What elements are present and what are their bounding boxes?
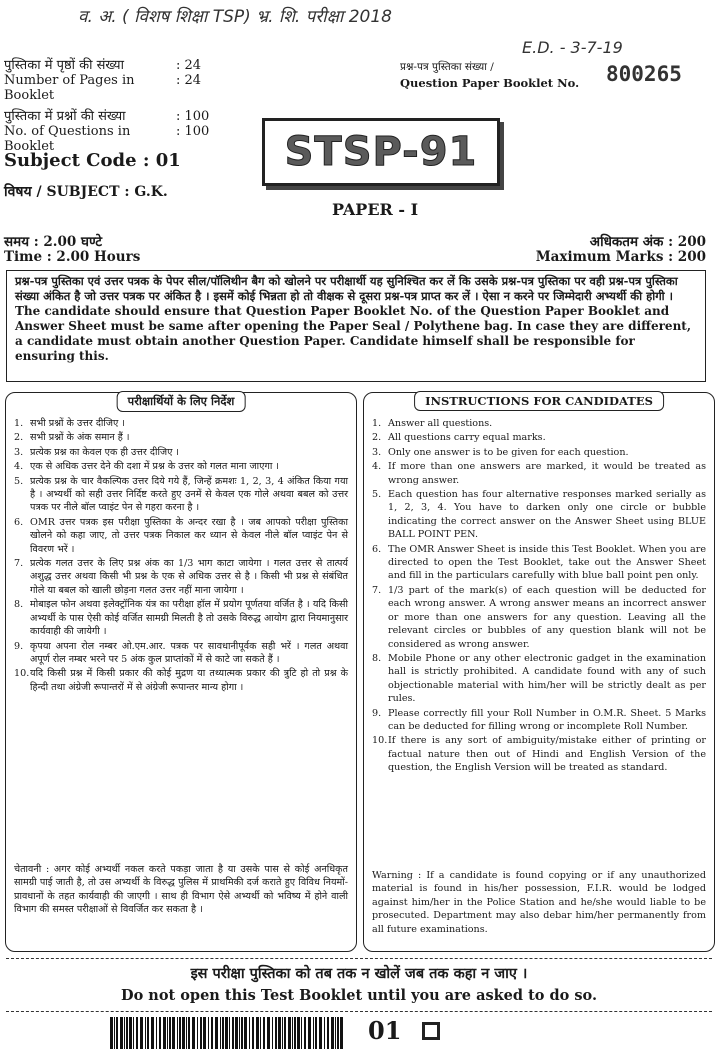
item-text: प्रत्येक गलत उत्तर के लिए प्रश्न अंक का 1/3 भाग काटा जायेगा । गलत उत्तर से तात्पर्य अशुद्ध उत्तर अथवा किसी भी प्रश्न के एक से अधिक उत्तर से है । किसी भी प्रश्न से संबंधित गोले या बबल को खाली छोड़ना गलत उत्तर नहीं माना जायेगा । [30,558,348,596]
item-number: 4. [14,461,24,473]
list-item [372,488,706,542]
item-text: 1/3 part of the mark(s) of each question will be deducted for each wrong answer. A wrong answer means an incorrect answer or more than one answers for any question. Leaving all the relevant circles or bubbles of any question blank will not be considered as wrong answer. [388,584,706,650]
list-item [14,557,348,597]
paper-title: PAPER - I [332,200,419,219]
list-item [14,460,348,473]
subject-name: विषय / SUBJECT : G.K. [4,184,168,200]
list-item [372,417,706,430]
item-text: If there is any sort of ambiguity/mistake either of printing or factual nature then out of Hindi and English Version of the question, the English Version will be treated as standard. [388,735,706,774]
english-instruction-list [372,417,706,776]
list-item [14,667,348,694]
meta-label: Number of Pages in Booklet [4,73,135,103]
list-item [372,431,706,444]
footer-code: 01 [368,1016,402,1045]
meta-value: : 100 [176,124,210,139]
item-number: 6. [372,543,382,555]
item-text: Answer all questions. [388,418,493,429]
square-mark-icon [422,1022,440,1040]
english-warning: Warning : If a candidate is found copying or if any unauthorized material is found in his/her possession, F.I.R. would be lodged against him/her in the Police Station and he/she would liable to be prosecuted. Department may also debar him/her permanently from all future examinations. [372,870,706,935]
meta-value: : 24 [176,73,202,88]
notice-box [6,270,706,382]
item-number: 10. [372,735,388,747]
do-not-open-hindi: इस परीक्षा पुस्तिका को तब तक न खोलें जब तक कहा न जाए । [190,965,528,982]
item-number: 1. [372,418,382,429]
booklet-number-label-en: Question Paper Booklet No. [400,76,580,90]
item-number: 4. [372,461,382,473]
item-text: मोबाइल फोन अथवा इलेक्ट्रॉनिक यंत्र का परीक्षा हॉल में प्रयोग पूर्णतया वर्जित है । यदि किसी अभ्यर्थी के पास ऐसी कोई वर्जित सामग्री मिलती है तो उसके विरुद्ध आयोग द्वारा नियमानुसार कार्यवाही की जायेगी । [30,599,348,638]
item-text: कृपया अपना रोल नम्बर ओ.एम.आर. पत्रक पर सावधानीपूर्वक सही भरें । गलत अथवा अपूर्ण रोल नम्बर भरने पर 5 अंक कुल प्राप्तांकों में से काटे जा सकते हैं । [30,640,348,665]
english-instructions-heading: INSTRUCTIONS FOR CANDIDATES [414,391,664,411]
list-item [372,584,706,651]
meta-value: : 100 [176,109,210,124]
list-item [14,446,348,459]
list-item [14,475,348,515]
item-number: 2. [14,432,24,444]
do-not-open-english: Do not open this Test Booklet until you are asked to do so. [121,987,597,1004]
list-item [372,734,706,774]
subject-code: Subject Code : 01 [4,150,181,171]
notice-hindi: प्रश्न-पत्र पुस्तिका एवं उत्तर पत्रक के पेपर सील/पॉलिथीन बैग को खोलने पर परीक्षार्थी यह सुनिश्चित कर लें कि उसके प्रश्न-पत्र पुस्तिका पर वही प्रश्न-पत्र पुस्तिका संख्या अंकित है जो उत्तर पत्रक पर अंकित है । इसमें कोई भिन्नता हो तो वीक्षक से दूसरा प्रश्न-पत्र प्राप्त कर लें । ऐसा न करने पर जिम्मेदारी अभ्यर्थी की होगी । [15,274,678,303]
item-text: Mobile Phone or any other electronic gadget in the examination hall is strictly prohibited. A candidate found with any of such objectionable material with him/her will be strictly dealt as per rules. [388,652,706,705]
barcode-icon [110,1017,345,1049]
item-number: 2. [372,432,382,444]
marks-en: Maximum Marks : 200 [535,249,706,265]
list-item [372,460,706,487]
meta-label: पुस्तिका में प्रश्नों की संख्या [4,109,126,124]
item-number: 7. [14,558,24,570]
item-text: एक से अधिक उत्तर देने की दशा में प्रश्न के उत्तर को गलत माना जाएगा । [30,461,280,473]
item-text: All questions carry equal marks. [388,432,546,444]
meta-value: : 24 [176,58,202,73]
item-number: 3. [14,446,24,458]
item-text: OMR उत्तर पत्रक इस परीक्षा पुस्तिका के अन्दर रखा है । जब आपको परीक्षा पुस्तिका खोलने को कहा जाए, तो उत्तर पत्रक निकाल कर ध्यान से केवल नीले बॉल प्वाइंट पेन से विवरण भरें । [30,516,348,555]
item-text: If more than one answers are marked, it would be treated as wrong answer. [388,461,706,486]
item-number: 10. [14,668,30,680]
meta-label: No. of Questions in Booklet [4,124,131,154]
handwritten-date: E.D. - 3-7-19 [522,38,623,57]
list-item [14,431,348,444]
booklet-number-label-hi: प्रश्न-पत्र पुस्तिका संख्या / [400,61,494,73]
time-hi: समय : 2.00 घण्टे [4,234,103,250]
meta-label: पुस्तिका में पृष्ठों की संख्या [4,58,124,73]
hindi-instructions [5,392,357,952]
notice-english: The candidate should ensure that Question Paper Booklet No. of the Question Paper Booklet and Answer Sheet must be same after opening the Paper Seal / Polythene bag. In case they are different, a candidate must obtain another Question Paper. Candidate himself shall be responsible for ensuring this. [15,304,692,363]
do-not-open-banner [6,958,712,1012]
english-instructions [363,392,715,952]
item-text: Each question has four alternative responses marked serially as 1, 2, 3, 4. You have to darken only one circle or bubble indicating the correct answer on the Answer Sheet using BLUE BALL POINT PEN. [388,489,706,541]
list-item [14,516,348,556]
paper-code: STSP-91 [284,129,478,175]
item-text: प्रत्येक प्रश्न का केवल एक ही उत्तर दीजिए । [30,446,180,458]
item-text: Only one answer is to be given for each question. [388,446,629,458]
list-item [372,543,706,583]
booklet-meta [4,58,254,154]
item-number: 3. [372,446,382,458]
item-number: 5. [14,475,24,487]
list-item [14,598,348,638]
list-item [14,417,348,430]
item-number: 9. [372,707,382,719]
paper-code-box [262,118,500,186]
hindi-instructions-heading: परीक्षार्थियों के लिए निर्देश [117,391,246,412]
list-item [14,640,348,667]
marks-hi: अधिकतम अंक : 200 [589,234,706,250]
list-item [372,652,706,706]
item-text: Please correctly fill your Roll Number in O.M.R. Sheet. 5 Marks can be deducted for filling wrong or incomplete Roll Number. [388,707,706,732]
item-number: 8. [14,599,24,611]
list-item [372,707,706,734]
item-number: 7. [372,584,382,596]
item-number: 5. [372,489,382,501]
item-text: प्रत्येक प्रश्न के चार वैकल्पिक उत्तर दिये गये हैं, जिन्हें क्रमशः 1, 2, 3, 4 अंकित किया गया है । अभ्यर्थी को सही उत्तर निर्दिष्ट करते हुए उनमें से केवल एक गोले अथवा बबल को उत्तर पत्रक पर नीले बॉल प्वाइंट पेन से गहरा करना है । [30,475,348,514]
item-number: 8. [372,652,382,664]
item-number: 1. [14,418,24,429]
item-number: 9. [14,640,24,652]
item-text: यदि किसी प्रश्न में किसी प्रकार की कोई मुद्रण या तथ्यात्मक प्रकार की त्रुटि हो तो प्रश्न के हिन्दी तथा अंग्रेजी रूपान्तरों में से अंग्रेजी रूपान्तर मान्य होगा । [30,668,348,693]
booklet-number-value: 800265 [606,62,682,86]
time-en: Time : 2.00 Hours [4,249,141,265]
handwritten-title: व. अ. ( विशष शिक्षा TSP) भ्र. शि. परीक्षा 2018 [78,7,392,27]
item-text: सभी प्रश्नों के उत्तर दीजिए । [30,418,125,429]
item-text: सभी प्रश्नों के अंक समान हैं । [30,432,130,444]
item-text: The OMR Answer Sheet is inside this Test Booklet. When you are directed to open the Test Booklet, take out the Answer Sheet and fill in the particulars carefully with blue ball point pen only. [388,543,706,582]
hindi-warning: चेतावनी : अगर कोई अभ्यर्थी नकल करते पकड़ा जाता है या उसके पास से कोई अनधिकृत सामग्री पाई जाती है, तो उस अभ्यर्थी के विरुद्ध पुलिस में प्राथमिकी दर्ज कराते हुए विविध नियमों-प्रावधानों के तहत कार्यवाही की जाएगी । साथ ही विभाग ऐसे अभ्यर्थी को भविष्य में होने वाली विभाग की समस्त परीक्षाओं से विवर्जित कर सकता है । [14,864,348,916]
item-number: 6. [14,516,24,528]
list-item [372,446,706,459]
hindi-instruction-list [14,417,348,695]
